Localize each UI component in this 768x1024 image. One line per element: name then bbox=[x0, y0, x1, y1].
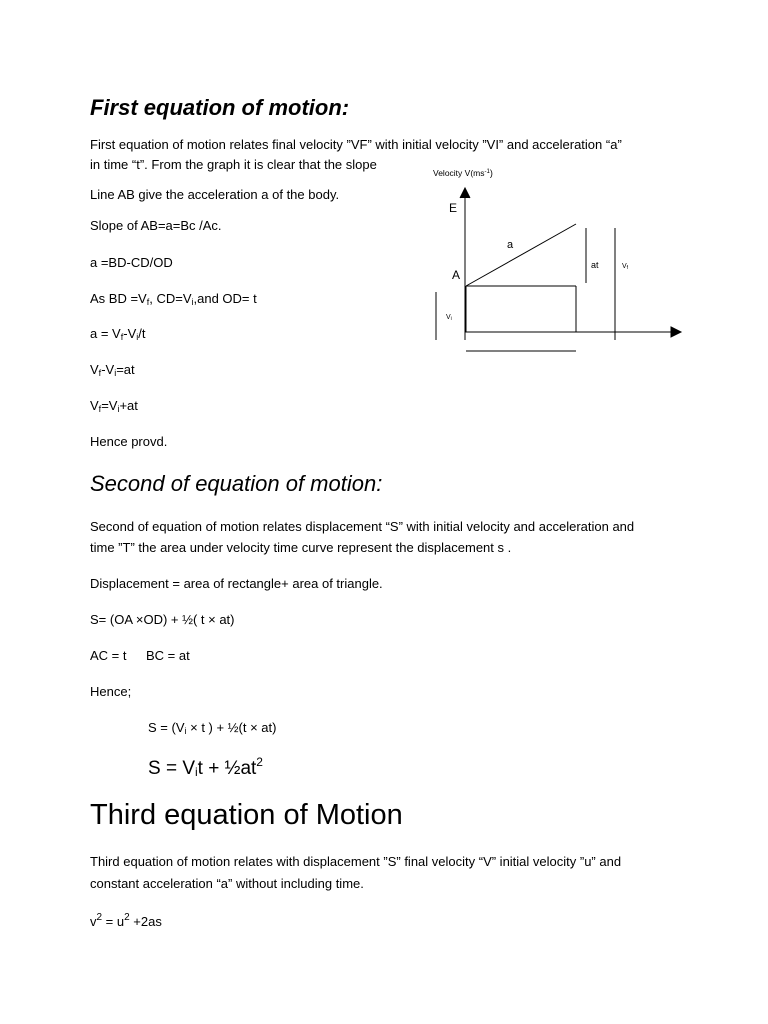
graph-label-a-point: A bbox=[452, 268, 461, 282]
second-intro-line2: time ”T” the area under velocity time curve represent the displacement s . bbox=[90, 540, 512, 555]
displacement-text: Displacement = area of rectangle+ area of triangle. bbox=[90, 576, 383, 591]
vf-equation: $V_f=V_i+at$ bbox=[90, 398, 138, 414]
v-squared-equation: $v^2 = u^2 +2as$ bbox=[90, 912, 162, 929]
graph-label-vi: Vi bbox=[446, 314, 452, 322]
heading-first-equation: First equation of motion: bbox=[90, 95, 350, 120]
heading-third-equation: Third equation of Motion bbox=[90, 799, 403, 831]
third-intro-line1: Third equation of motion relates with displacement ”S” final velocity “V” initial velocity ”u” and bbox=[90, 854, 622, 869]
second-intro-line1: Second of equation of motion relates displacement “S” with initial velocity and acceleration and bbox=[90, 519, 635, 534]
graph-y-axis-arrow bbox=[460, 188, 470, 198]
a-equation-2: $a = V_f-V_i/t$ bbox=[90, 326, 146, 342]
graph-label-vf: Vf bbox=[622, 263, 629, 271]
line-ab-text: Line AB give the acceleration a of the body. bbox=[90, 187, 340, 202]
bc-equation: BC = at bbox=[146, 648, 190, 663]
ac-equation: AC = t bbox=[90, 648, 127, 663]
graph-x-axis-arrow bbox=[671, 327, 681, 337]
s-final-equation: $S = V_it$ + $\frac{1}{2}at^2$ bbox=[148, 755, 263, 779]
first-intro-line1: First equation of motion relates final velocity ”VF” with initial velocity ”VI” and acceleration “a” bbox=[90, 137, 622, 152]
s-equation: S= (OA ×OD) + ½( t × at) bbox=[90, 612, 235, 627]
graph-label-at: at bbox=[591, 260, 599, 270]
hence-text: Hence; bbox=[90, 684, 132, 699]
s-equation-2: $S = (V_i \times t$ ) + ½(t × at) bbox=[148, 720, 277, 736]
as-bd-equation: As BD $=V_f$, $CD=V_i,and$ OD= t bbox=[90, 291, 257, 307]
graph-label-a-slope: a bbox=[507, 239, 514, 251]
slope-text: Slope of AB=a=Bc /Ac. bbox=[90, 218, 222, 233]
graph-label-e: E bbox=[449, 201, 458, 215]
heading-second-equation: Second of equation of motion: bbox=[90, 471, 383, 496]
graph-line-ab bbox=[466, 224, 576, 286]
a-equation: a =BD-CD/OD bbox=[90, 255, 173, 270]
velocity-time-graph bbox=[425, 162, 690, 362]
vf-vi-equation: $V_f-V_i=at$ bbox=[90, 362, 135, 378]
hence-proved: Hence provd. bbox=[90, 434, 168, 449]
third-intro-line2: constant acceleration “a” without including time. bbox=[90, 876, 364, 891]
first-intro-line2: in time “t”. From the graph it is clear that the slope bbox=[90, 157, 377, 172]
graph-y-label: Velocity $V(ms^{-1})$ bbox=[433, 168, 493, 178]
